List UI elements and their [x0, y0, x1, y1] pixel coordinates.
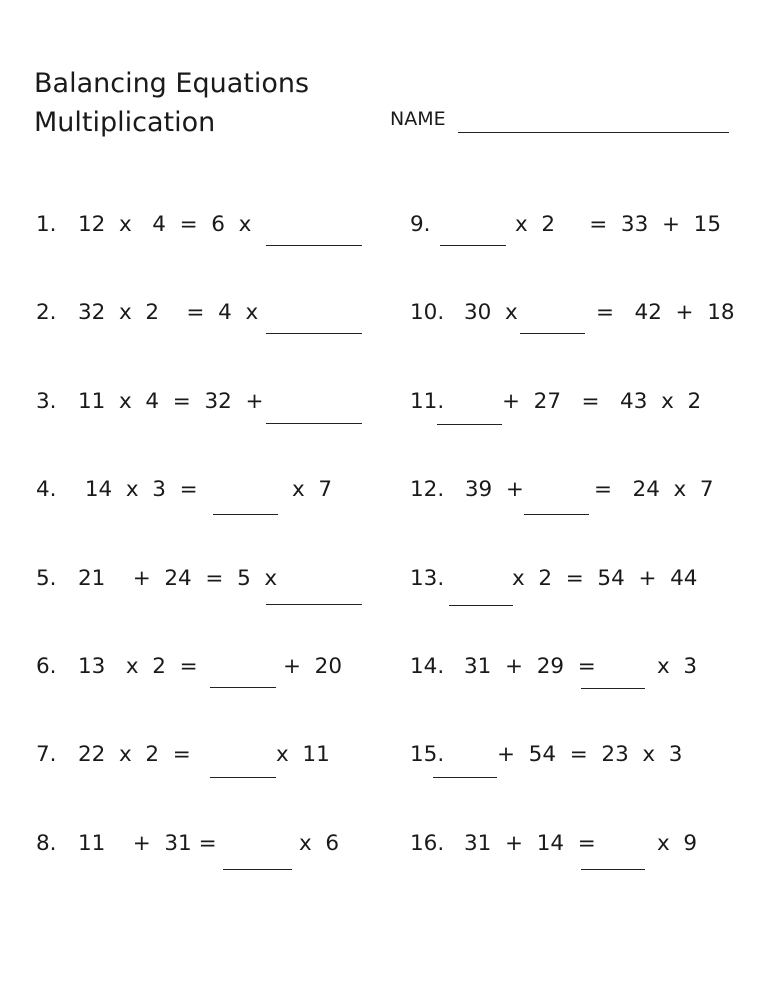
- problem-4-number: 4.: [36, 477, 57, 502]
- problem-9-right: x 2 = 33 + 15: [515, 212, 721, 237]
- problem-2-number: 2.: [36, 300, 57, 325]
- problem-7-answer-blank[interactable]: [210, 777, 276, 778]
- problem-2-left: 32 x 2 = 4 x: [78, 300, 259, 325]
- problem-8-left: 11 + 31 =: [78, 831, 217, 856]
- name-field-line[interactable]: [458, 132, 729, 133]
- problem-4-answer-blank[interactable]: [213, 514, 278, 515]
- problem-8-answer-blank[interactable]: [223, 869, 292, 870]
- problem-12-number: 12.: [410, 477, 445, 502]
- problem-11-right: + 27 = 43 x 2: [502, 389, 702, 414]
- problem-7-right: x 11: [276, 742, 330, 767]
- problem-13-right: x 2 = 54 + 44: [512, 566, 698, 591]
- name-label: NAME: [390, 108, 446, 130]
- problem-8-number: 8.: [36, 831, 57, 856]
- problem-3-left: 11 x 4 = 32 +: [78, 389, 264, 414]
- problem-1-number: 1.: [36, 212, 57, 237]
- problem-11-number: 11.: [410, 389, 445, 414]
- problem-16-number: 16.: [410, 831, 445, 856]
- problem-15-right: + 54 = 23 x 3: [497, 742, 683, 767]
- problem-4-right: x 7: [292, 477, 333, 502]
- problem-14-answer-blank[interactable]: [581, 688, 645, 689]
- problem-4-left: 14 x 3 =: [78, 477, 198, 502]
- problem-7-left: 22 x 2 =: [78, 742, 191, 767]
- problem-14-right: x 3: [657, 654, 698, 679]
- problem-12-left: 39 +: [458, 477, 524, 502]
- problem-6-number: 6.: [36, 654, 57, 679]
- problem-3-number: 3.: [36, 389, 57, 414]
- problem-6-right: + 20: [283, 654, 343, 679]
- worksheet-title-line2: Multiplication: [34, 107, 216, 138]
- problem-11-answer-blank[interactable]: [437, 424, 502, 425]
- problem-10-number: 10.: [410, 300, 445, 325]
- problem-5-number: 5.: [36, 566, 57, 591]
- problem-7-number: 7.: [36, 742, 57, 767]
- problem-6-left: 13 x 2 =: [78, 654, 198, 679]
- problem-15-answer-blank[interactable]: [433, 777, 497, 778]
- problem-12-right: = 24 x 7: [594, 477, 714, 502]
- problem-13-answer-blank[interactable]: [449, 605, 513, 606]
- problem-6-answer-blank[interactable]: [210, 687, 276, 688]
- problem-10-answer-blank[interactable]: [520, 333, 585, 334]
- problem-9-number: 9.: [410, 212, 431, 237]
- problem-16-answer-blank[interactable]: [581, 869, 645, 870]
- problem-13-number: 13.: [410, 566, 445, 591]
- problem-1-left: 12 x 4 = 6 x: [78, 212, 252, 237]
- problem-14-left: 31 + 29 =: [464, 654, 596, 679]
- problem-15-number: 15.: [410, 742, 445, 767]
- problem-10-right: = 42 + 18: [596, 300, 735, 325]
- problem-16-left: 31 + 14 =: [464, 831, 596, 856]
- problem-9-answer-blank[interactable]: [440, 245, 506, 246]
- problem-3-answer-blank[interactable]: [266, 423, 362, 424]
- problem-14-number: 14.: [410, 654, 445, 679]
- problem-16-right: x 9: [657, 831, 698, 856]
- worksheet-title-line1: Balancing Equations: [34, 68, 310, 99]
- problem-5-answer-blank[interactable]: [266, 604, 362, 605]
- problem-10-left: 30 x: [464, 300, 518, 325]
- problem-12-answer-blank[interactable]: [524, 514, 589, 515]
- problem-1-answer-blank[interactable]: [266, 245, 362, 246]
- problem-8-right: x 6: [299, 831, 340, 856]
- problem-5-left: 21 + 24 = 5 x: [78, 566, 278, 591]
- problem-2-answer-blank[interactable]: [266, 333, 362, 334]
